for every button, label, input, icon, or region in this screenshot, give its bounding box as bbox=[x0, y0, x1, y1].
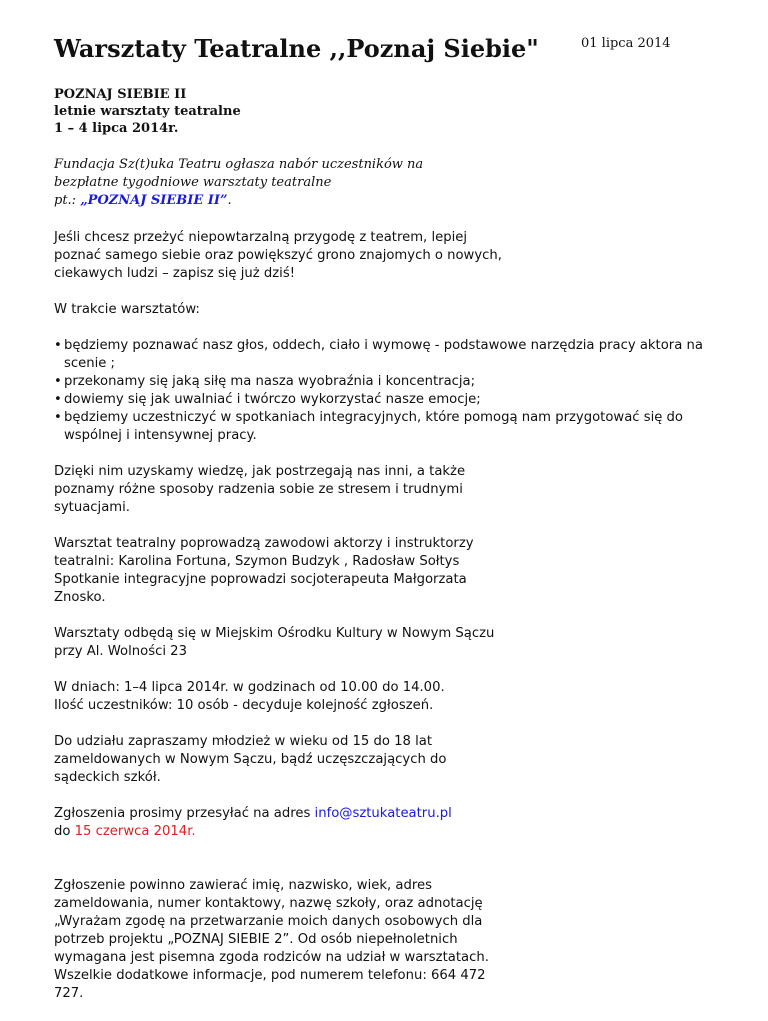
spacer bbox=[54, 859, 714, 877]
lead-block bbox=[54, 156, 714, 210]
paragraph-instructors: Warsztat teatralny poprowadzą zawodowi aktorzy i instruktorzy teatralni: Karolina Fortuna, Szymon Budzyk , Radosław Sołtys Spotkanie integracyjne poprowadzi socjoterapeuta Małgorzata Znosko. bbox=[54, 536, 474, 605]
lead-prefix: pt.: bbox=[54, 193, 81, 208]
list-item: • będziemy poznawać nasz głos, oddech, ciało i wymowę - podstawowe narzędzia pracy aktora na scenie ; bbox=[64, 337, 714, 373]
lead-line-3 bbox=[54, 192, 714, 210]
paragraph-workshop-intro: W trakcie warsztatów: bbox=[54, 302, 200, 317]
page-header bbox=[54, 34, 539, 64]
schedule-line: W dniach: 1–4 lipca 2014r. w godzinach od 10.00 do 14.00. bbox=[54, 680, 445, 695]
intro-line-3: 1 – 4 lipca 2014r. bbox=[54, 121, 179, 136]
page-title: Warsztaty Teatralne ,,Poznaj Siebie" bbox=[54, 34, 539, 63]
list-item: • przekonamy się jaką siłę ma nasza wyobraźnia i koncentracja; bbox=[64, 373, 714, 391]
paragraph-location: Warsztaty odbędą się w Miejskim Ośrodku Kultury w Nowym Sączu przy Al. Wolności 23 bbox=[54, 626, 495, 659]
paragraph-requirements: Zgłoszenie powinno zawierać imię, nazwisko, wiek, adres zameldowania, numer kontaktowy, nazwę szkoły, oraz adnotację „Wyrażam zgodę na przetwarzanie moich danych osobowych dla potrzeb projektu „POZNAJ SIEBIE 2”. Od osób niepełnoletnich wymagana jest pisemna zgoda rodziców na udział w warsztatach. Wszelkie dodatkowe informacje, pod numerem telefonu: 664 472 727. bbox=[54, 878, 489, 1001]
publish-date: 01 lipca 2014 bbox=[581, 36, 671, 51]
lead-line-1: Fundacja Sz(t)uka Teatru ogłasza nabór uczestników na bbox=[54, 157, 424, 172]
paragraph-invitation: Jeśli chcesz przeżyć niepowtarzalną przygodę z teatrem, lepiej poznać samego siebie oraz powiększyć grono znajomych o nowych, ciekawych ludzi – zapisz się już dziś! bbox=[54, 230, 502, 281]
intro-line-1: POZNAJ SIEBIE II bbox=[54, 87, 187, 102]
paragraph-eligibility: Do udziału zapraszamy młodzież w wieku od 15 do 18 lat zameldowanych w Nowym Sączu, bądź uczęszczających do sądeckich szkół. bbox=[54, 734, 447, 785]
deadline-date: 15 czerwca 2014r. bbox=[74, 824, 196, 839]
deadline-prefix: do bbox=[54, 824, 75, 839]
list-item: • dowiemy się jak uwalniać i twórczo wykorzystać nasze emocje; bbox=[64, 391, 714, 409]
list-item: • będziemy uczestniczyć w spotkaniach integracyjnych, które pomogą nam przygotować się do wspólnej i intensywnej pracy. bbox=[64, 409, 714, 445]
lead-line-2: bezpłatne tygodniowe warsztaty teatralne bbox=[54, 175, 332, 190]
paragraph-registration bbox=[54, 805, 714, 841]
intro-line-2: letnie warsztaty teatralne bbox=[54, 104, 241, 119]
email-link[interactable]: info@sztukateatru.pl bbox=[314, 806, 452, 821]
participants-line: Ilość uczestników: 10 osób - decyduje kolejność zgłoszeń. bbox=[54, 698, 434, 713]
paragraph-knowledge: Dzięki nim uzyskamy wiedzę, jak postrzegają nas inni, a także poznamy różne sposoby radzenia sobie ze stresem i trudnymi sytuacjami. bbox=[54, 464, 466, 515]
intro-block bbox=[54, 86, 714, 137]
lead-suffix: . bbox=[227, 193, 232, 208]
registration-prefix: Zgłoszenia prosimy przesyłać na adres bbox=[54, 806, 315, 821]
article-body bbox=[54, 86, 714, 1021]
project-name: „POZNAJ SIEBIE II” bbox=[80, 193, 228, 208]
paragraph-schedule bbox=[54, 679, 714, 715]
workshop-list bbox=[54, 337, 714, 445]
